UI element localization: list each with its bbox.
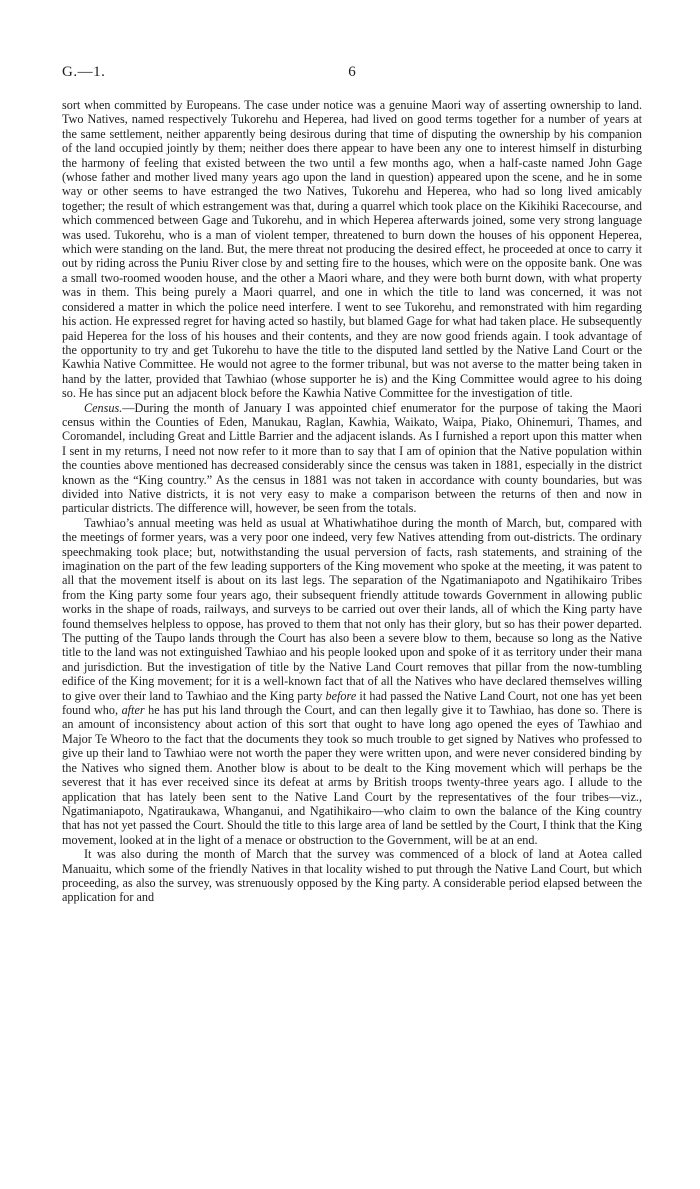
paragraph-4-manuaitu-survey: [62, 847, 642, 905]
paragraph-2-census: [62, 401, 642, 516]
section-heading-census: Census.: [84, 400, 123, 415]
emphasis-before: before: [325, 688, 357, 703]
page-header: [62, 64, 642, 84]
paragraph-text: It was also during the month of March that the survey was commenced of a block of land at Aotea called Manuaitu, which some of the friendly Natives in that locality wished to put through the Native Land Court, but which proceeding, as also the survey, was strenuously opposed by the King party. A considerable period elapsed between the application for and: [62, 847, 642, 905]
paragraph-text: Tawhiao’s annual meeting was held as usual at Whatiwhatihoe during the month of March, but, compared with the meetings of former years, was a very poor one indeed, very few Natives attending from out-districts. The ordinary speechmaking took place; but, notwithstanding the usual perversion of facts, rash statements, and straining of the imagination on the part of the few leading supporters of the King movement who spoke at the meeting, it was patent to all that the movement itself is about on its last legs. The separation of the Ngatimaniapoto and Ngatihikairo Tribes from the King party some four years ago, their subsequent friendly attitude towards Government in allowing public works in the shape of roads, railways, and surveys to be carried out over their lands, all of which the King party have found themselves helpless to oppose, has proved to them that not only has their glory, but so has their power departed. The putting of the Taupo lands through the Court has also been a severe blow to them, because so long as the Native title to the land was not extinguished Tawhiao and his people looked upon and spoke of it as territory under their mana and jurisdiction. But the investigation of title by the Native Land Court removes that pillar from the now-tumbling edifice of the King movement; for it is a well-known fact that of all the Natives who have declared themselves willing to give over their land to Tawhiao and the King party: [62, 515, 642, 703]
page-number: 6: [348, 64, 356, 80]
paragraph-1: [62, 98, 642, 401]
paragraph-3-tawhiao-meeting: [62, 516, 642, 847]
document-reference: G.—1.: [62, 64, 106, 80]
paragraph-text: —During the month of January I was appointed chief enumerator for the purpose of taking the Maori census within the Counties of Eden, Manukau, Raglan, Kawhia, Waikato, Waipa, Piako, Ohinemuri, Thames, and Coromandel, including Great and Little Barrier and the adjacent islands. As I furnished a report upon this matter when I sent in my returns, I need not now refer to it more than to say that I am of opinion that the Native population within the counties above mentioned has decreased considerably since the census was taken in 1881, especially in the district known as the “King country.” As the census in 1881 was not taken in accordance with county boundaries, but was divided into Native districts, it is not very easy to make a comparison between the returns of then and now in particular districts. The difference will, however, be seen from the totals.: [62, 400, 642, 516]
paragraph-text: it had passed the Native Land Court, not one has yet been found who,: [62, 688, 642, 718]
paragraph-text: sort when committed by Europeans. The case under notice was a genuine Maori way of asserting ownership to land. Two Natives, named respectively Tukorehu and Heperea, had lived on good terms together for a number of years at the same settlement, neither apparently being desirous during that time of disputing the ownership by his companion of the land occupied jointly by them; neither does there appear to have been any one to interest himself in disturbing the harmony of feeling that existed between the two until a few months ago, when a half-caste named John Gage (whose father and mother lived many years ago upon the land in question) appeared upon the scene, and he in some way or other seems to have estranged the two Natives, Tukorehu and Heperea, who had so long lived amicably together; the result of which estrangement was that, during a quarrel which took place on the Kikihiki Racecourse, and which commenced between Gage and Tukorehu, and in which Heperea afterwards joined, some very strong language was used. Tukorehu, who is a man of violent temper, threatened to burn down the houses of his opponent Heperea, which were standing on the land. But, the mere threat not producing the desired effect, he proceeded at once to carry it out by riding across the Puniu River close by and setting fire to the houses, which were on the opposite bank. One was a small two-roomed wooden house, and the other a Maori whare, and they were both burnt down, with what property was in them. This being purely a Maori quarrel, and one in which the title to land was concerned, it was not considered a matter in which the police need interfere. I went to see Tukorehu, and remonstrated with him regarding his action. He expressed regret for having acted so hastily, but blamed Gage for what had taken place. He subsequently paid Heperea for the loss of his houses and their contents, and they are now good friends again. I took advantage of the opportunity to try and get Tukorehu to have the title to the disputed land settled by the Native Land Court or the Kawhia Native Committee. He would not agree to the former tribunal, but was not averse to the matter being taken in hand by the latter, provided that Tawhiao (whose supporter he is) and the King Committee would agree to his doing so. He has since put an adjacent block before the Kawhia Native Committee for the investigation of title.: [62, 98, 642, 401]
emphasis-after: after: [121, 703, 145, 718]
document-body: [62, 98, 642, 905]
paragraph-text: he has put his land through the Court, and can then legally give it to Tawhiao, has done so. There is an amount of inconsistency about action of this sort that ought to have long ago opened the eyes of Tawhiao and Major Te Wheoro to the fact that the documents they took so much trouble to get signed by Natives who professed to give up their land to Tawhiao were not worth the paper they were written upon, and were never considered binding by the Natives who signed them. Another blow is about to be dealt to the King movement which will perhaps be the severest that it has ever received since its defeat at arms by British troops twenty-three years ago. I allude to the application that has lately been sent to the Native Land Court by the representatives of the four tribes—viz., Ngatimaniapoto, Ngatiraukawa, Whanganui, and Ngatihikairo—who claim to own the balance of the King country that has not yet passed the Court. Should the title to this large area of land be settled by the Court, I think that the King movement, looked at in the light of a menace or obstruction to the Government, will be at an end.: [62, 703, 642, 847]
